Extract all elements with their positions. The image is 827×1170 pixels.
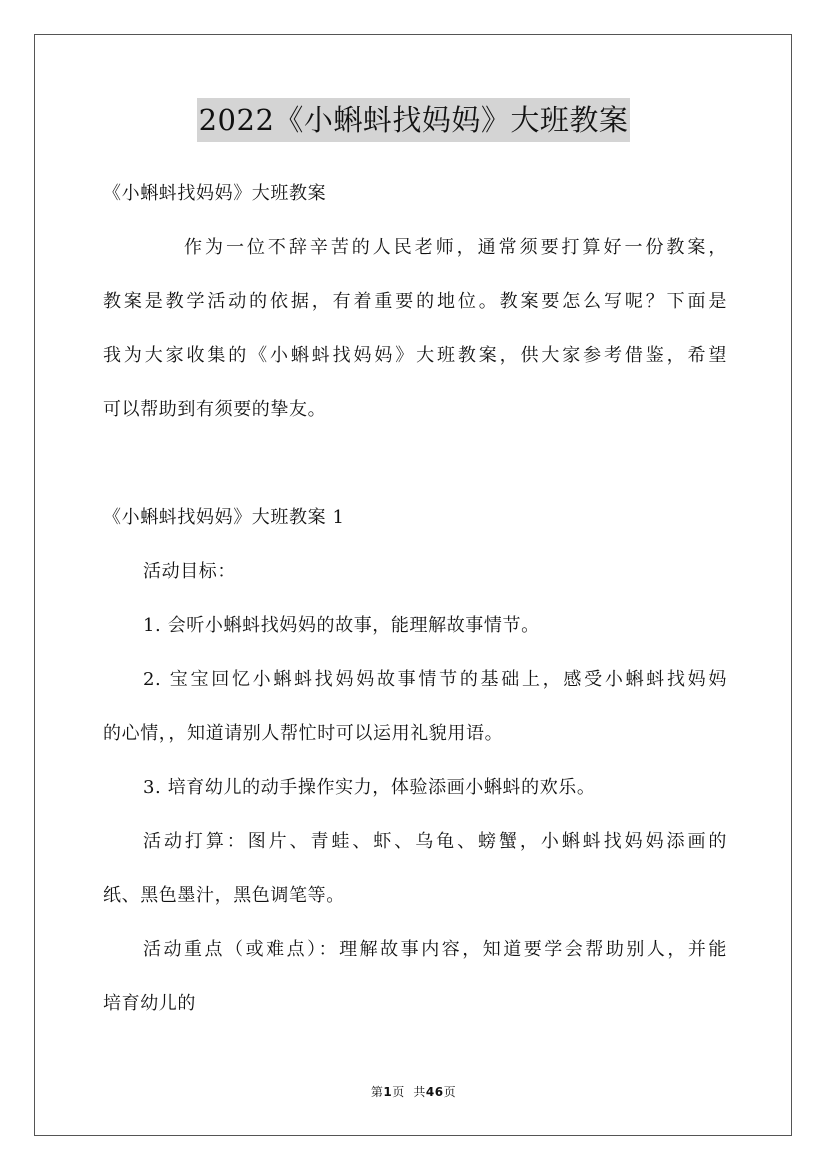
focus-line-1: 活动重点（或难点）：理解故事内容，知道要学会帮助别人，并能 [143,939,727,960]
goal-item-3: 3. 培育幼儿的动手操作实力，体验添画小蝌蚪的欢乐。 [143,777,596,798]
goal-item-1: 1. 会听小蝌蚪找妈妈的故事，能理解故事情节。 [143,615,540,636]
intro-line-1: 作为一位不辞辛苦的人民老师，通常须要打算好一份教案， [184,237,727,258]
document-title: 2022《小蝌蚪找妈妈》大班教案 [197,98,631,142]
intro-line-4: 可以帮助到有须要的挚友。 [103,399,327,420]
focus-line-2: 培育幼儿的 [103,993,196,1014]
section-heading: 《小蝌蚪找妈妈》大班教案 1 [103,507,345,528]
goal-item-2-line-2: 的心情，，知道请别人帮忙时可以运用礼貌用语。 [103,723,504,744]
prep-line-2: 纸、黑色墨汁，黑色调笔等。 [103,885,345,906]
footer-prefix: 第 [370,1085,384,1099]
footer-total-pages: 46 [425,1085,444,1099]
intro-line-2: 教案是教学活动的依据，有着重要的地位。教案要怎么写呢？下面是 [103,291,727,312]
goal-label: 活动目标： [143,561,236,582]
title-wrap [0,98,827,142]
page-footer [0,1083,827,1100]
footer-total-suffix: 页 [443,1085,457,1099]
footer-total-prefix: 共 [413,1085,426,1099]
prep-line-1: 活动打算：图片、青蛙、虾、乌龟、螃蟹，小蝌蚪找妈妈添画的 [143,831,727,852]
goal-item-2-line-1: 2. 宝宝回忆小蝌蚪找妈妈故事情节的基础上，感受小蝌蚪找妈妈 [143,669,727,690]
intro-line-3: 我为大家收集的《小蝌蚪找妈妈》大班教案，供大家参考借鉴，希望 [103,345,727,366]
document-subtitle: 《小蝌蚪找妈妈》大班教案 [103,183,327,204]
footer-page-suffix: 页 [392,1085,405,1099]
footer-page-number: 1 [383,1085,393,1099]
